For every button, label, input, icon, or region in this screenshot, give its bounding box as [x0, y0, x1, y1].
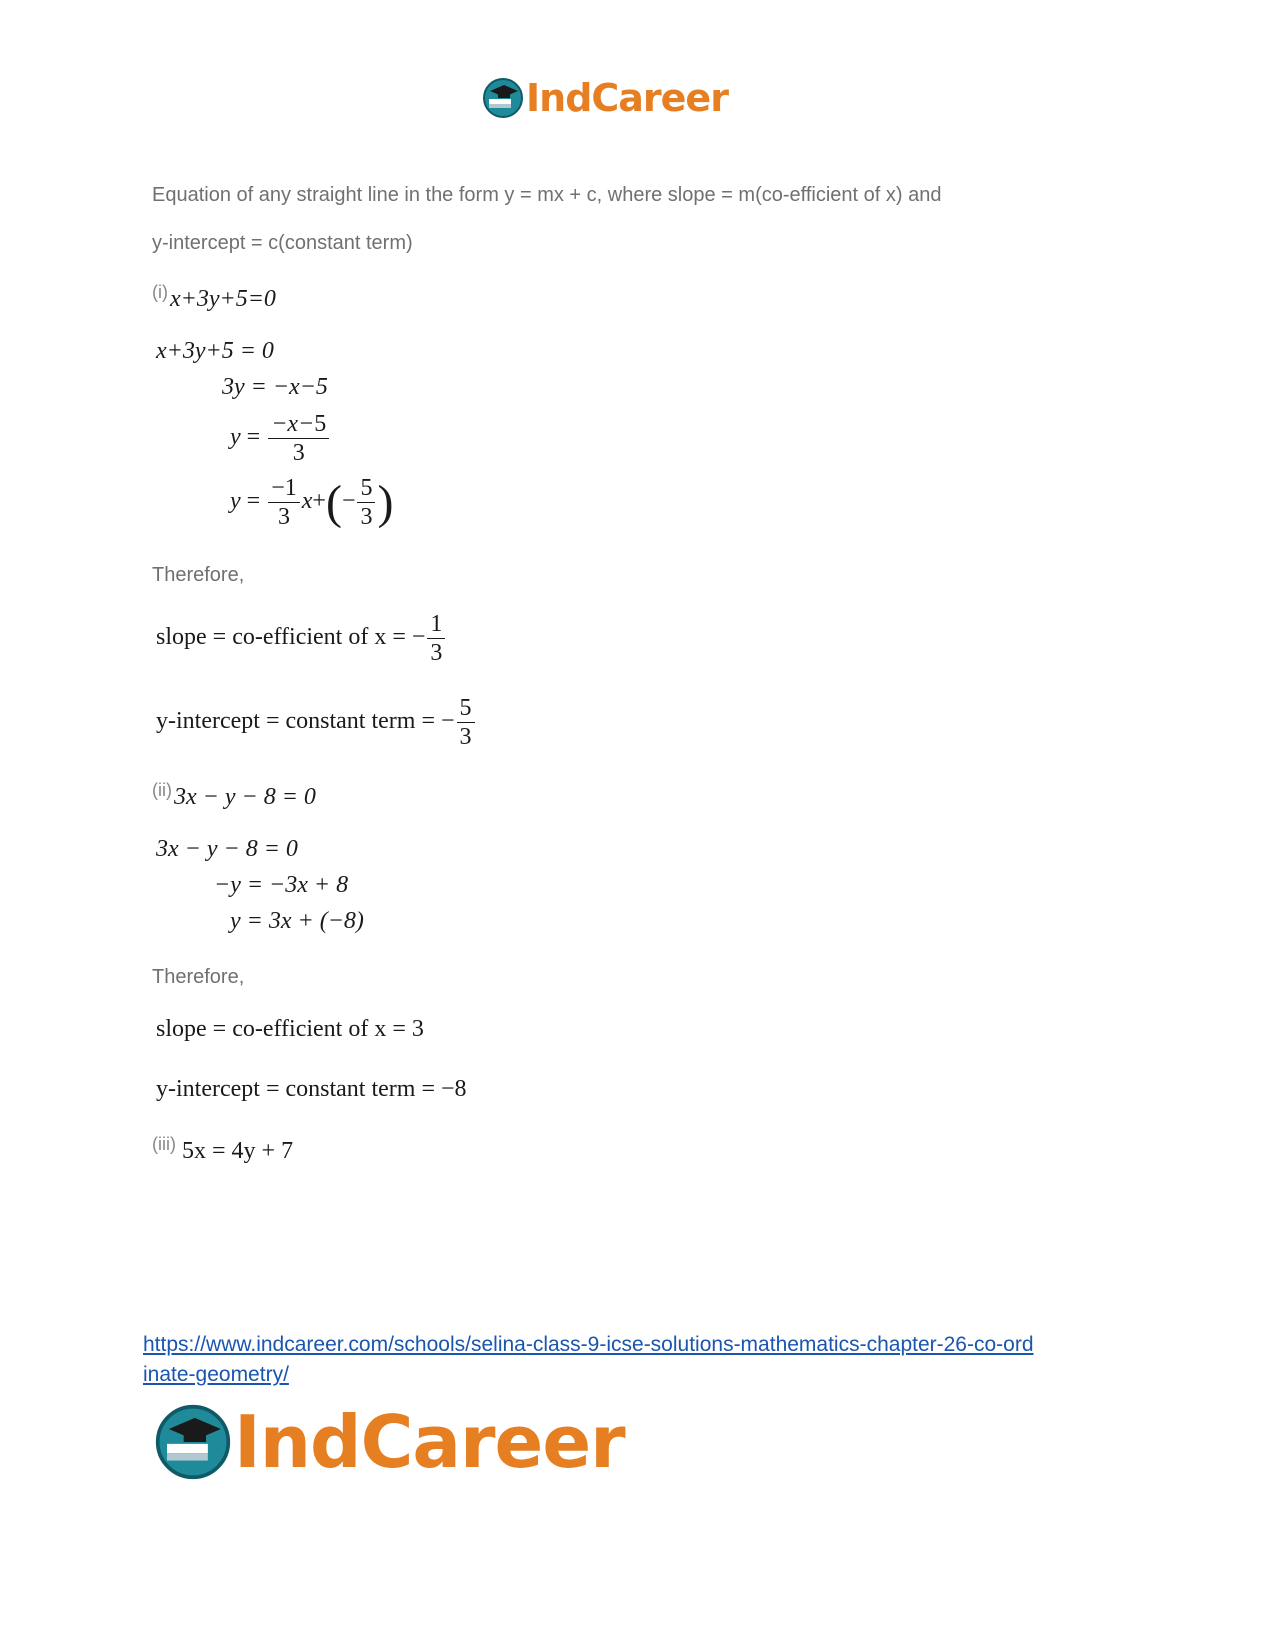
part-ii-heading — [152, 780, 316, 811]
part-i-heading — [152, 282, 276, 313]
part-ii-intercept: y-intercept = constant term = −8 — [156, 1076, 467, 1102]
intro-line-1: Equation of any straight line in the form y = mx + c, where slope = m(co-efficient of x) and — [152, 184, 942, 206]
part-i-intercept — [156, 694, 477, 751]
part-i-step-3: y = $\frac{-x-5}{3}$ — [230, 410, 331, 467]
footer-link-line-2: inate-geometry/ — [143, 1363, 289, 1386]
fraction: $\frac{-x-5}{3}$ — [268, 410, 329, 467]
part-iii-label: (iii) — [152, 1134, 176, 1154]
part-ii-equation: 3x − y − 8 = 0 — [174, 784, 316, 810]
part-i-step-2: 3y = −x−5 — [222, 374, 328, 400]
intro-line-2: y-intercept = c(constant term) — [152, 232, 413, 254]
part-ii-step-3: y = 3x + (−8) — [230, 908, 364, 934]
footer-logo — [154, 1400, 625, 1484]
part-ii-slope: slope = co-efficient of x = 3 — [156, 1016, 424, 1042]
fraction: $\frac{-1}{3}$ — [268, 474, 300, 531]
part-iii-heading — [152, 1134, 293, 1165]
footer-brand-text: IndCareer — [234, 1400, 625, 1484]
part-i-slope-text: slope = co-efficient of x = − — [156, 624, 426, 651]
footer-source-link[interactable] — [143, 1330, 1034, 1390]
part-ii-label: (ii) — [152, 780, 172, 800]
fraction: $\frac{5}{3}$ — [457, 694, 475, 751]
footer-link-line-1: https://www.indcareer.com/schools/selina-class-9-icse-solutions-mathematics-chapter-26-co-ord — [143, 1333, 1034, 1356]
part-i-intercept-text: y-intercept = constant term = − — [156, 708, 455, 735]
header-logo — [482, 76, 728, 120]
part-i-label: (i) — [152, 282, 168, 302]
part-i-slope — [156, 610, 447, 667]
part-i-therefore: Therefore, — [152, 564, 245, 586]
part-i-step-4: y = $\frac{-1}{3}$ x+(− $\frac{5}{3}$ ) — [230, 475, 394, 530]
part-iii-equation: 5x = 4y + 7 — [182, 1138, 294, 1164]
fraction: $\frac{1}{3}$ — [427, 610, 445, 667]
graduation-book-icon — [482, 77, 524, 119]
header-brand-text: IndCareer — [526, 76, 728, 120]
fraction: $\frac{5}{3}$ — [357, 474, 375, 531]
part-ii-therefore: Therefore, — [152, 966, 245, 988]
part-ii-step-1: 3x − y − 8 = 0 — [156, 836, 298, 862]
part-i-equation: x+3y+5=0 — [170, 286, 276, 312]
graduation-book-icon — [154, 1403, 232, 1481]
part-i-step-1: x+3y+5 = 0 — [156, 338, 274, 364]
part-ii-step-2: −y = −3x + 8 — [214, 872, 349, 898]
